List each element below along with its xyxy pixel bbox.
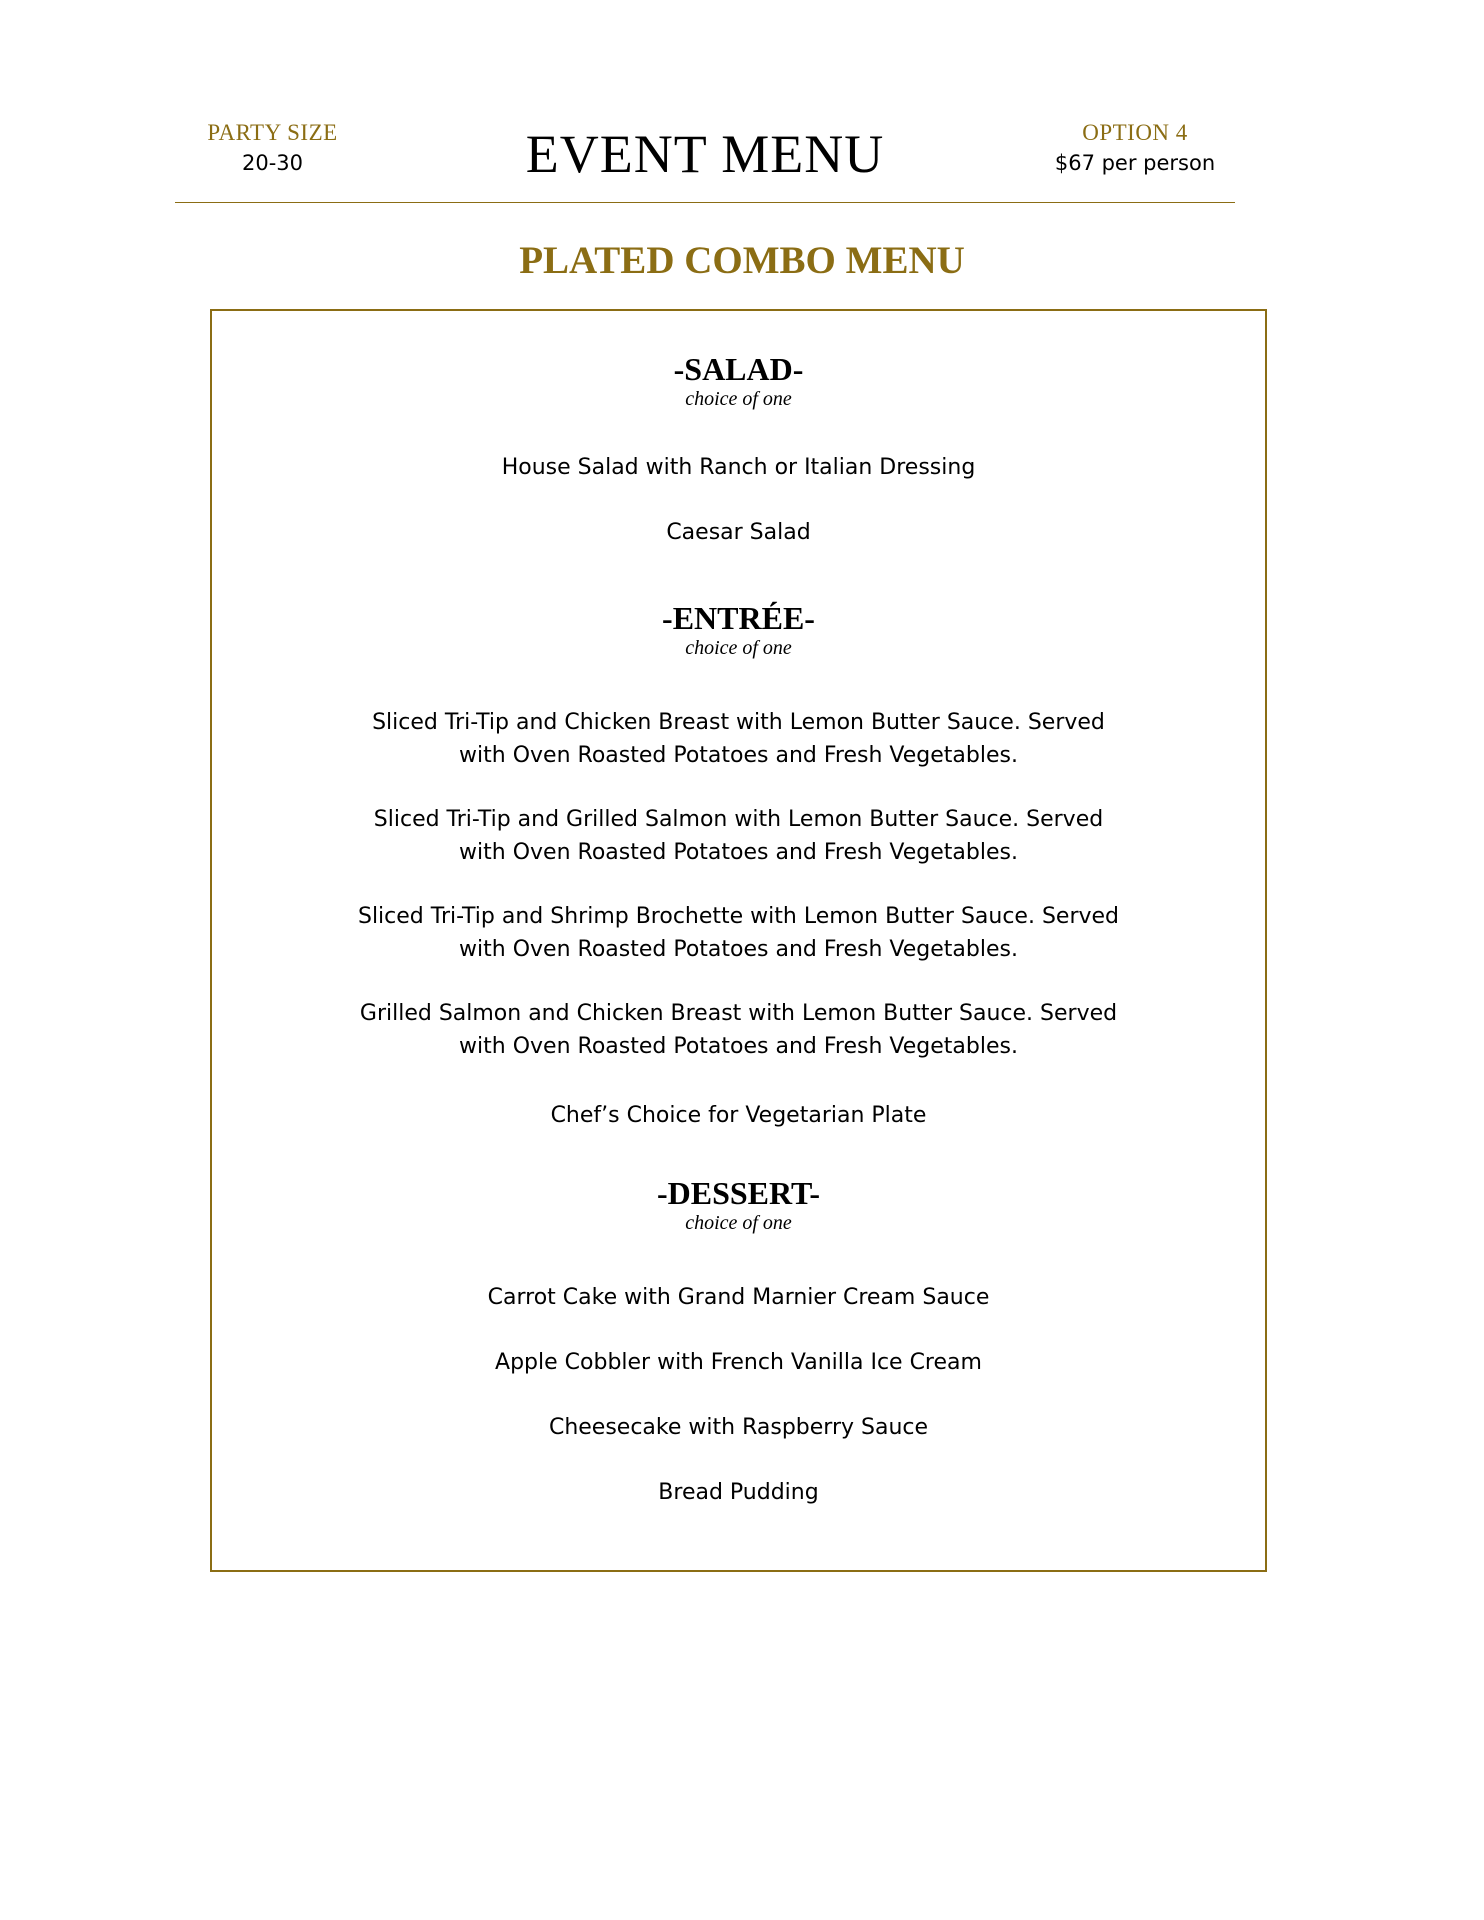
menu-item: Sliced Tri-Tip and Shrimp Brochette with Lemon Butter Sauce. Served with Oven Roasted Potatoes and Fresh Vegetables. xyxy=(357,904,1120,962)
section-subtitle-entree: choice of one xyxy=(685,637,792,659)
section-subtitle-dessert: choice of one xyxy=(685,1212,792,1234)
menu-box xyxy=(210,309,1267,1572)
page-title: EVENT MENU xyxy=(525,124,885,184)
header-divider xyxy=(175,202,1235,203)
menu-item: Apple Cobbler with French Vanilla Ice Cream xyxy=(495,1350,982,1375)
section-subtitle-salad: choice of one xyxy=(685,388,792,410)
menu-header xyxy=(175,118,1235,204)
section-title-dessert: -DESSERT- xyxy=(656,1175,821,1211)
option-label: OPTION 4 xyxy=(1082,120,1188,145)
section-title-entree: -ENTRÉE- xyxy=(662,600,815,636)
menu-item: House Salad with Ranch or Italian Dressing xyxy=(501,455,976,480)
party-size-block xyxy=(175,118,370,178)
menu-item: Carrot Cake with Grand Marnier Cream Sauce xyxy=(487,1285,990,1310)
section-title-salad: -SALAD- xyxy=(673,351,804,387)
menu-item: Bread Pudding xyxy=(658,1480,819,1505)
menu-item: Cheesecake with Raspberry Sauce xyxy=(548,1415,929,1440)
menu-item: Caesar Salad xyxy=(666,520,811,545)
option-price: $67 per person xyxy=(1054,151,1216,175)
menu-item: Grilled Salmon and Chicken Breast with Lemon Butter Sauce. Served with Oven Roasted Potatoes and Fresh Vegetables. xyxy=(359,1001,1118,1059)
menu-item: Sliced Tri-Tip and Grilled Salmon with Lemon Butter Sauce. Served with Oven Roasted Potatoes and Fresh Vegetables. xyxy=(373,807,1104,865)
option-block xyxy=(1035,118,1235,178)
party-size-value: 20-30 xyxy=(241,151,304,175)
menu-item: Chef’s Choice for Vegetarian Plate xyxy=(550,1103,927,1128)
menu-type-heading: PLATED COMBO MENU xyxy=(519,239,965,282)
party-size-label: PARTY SIZE xyxy=(207,120,338,145)
menu-item: Sliced Tri-Tip and Chicken Breast with Lemon Butter Sauce. Served with Oven Roasted Potatoes and Fresh Vegetables. xyxy=(372,710,1105,768)
